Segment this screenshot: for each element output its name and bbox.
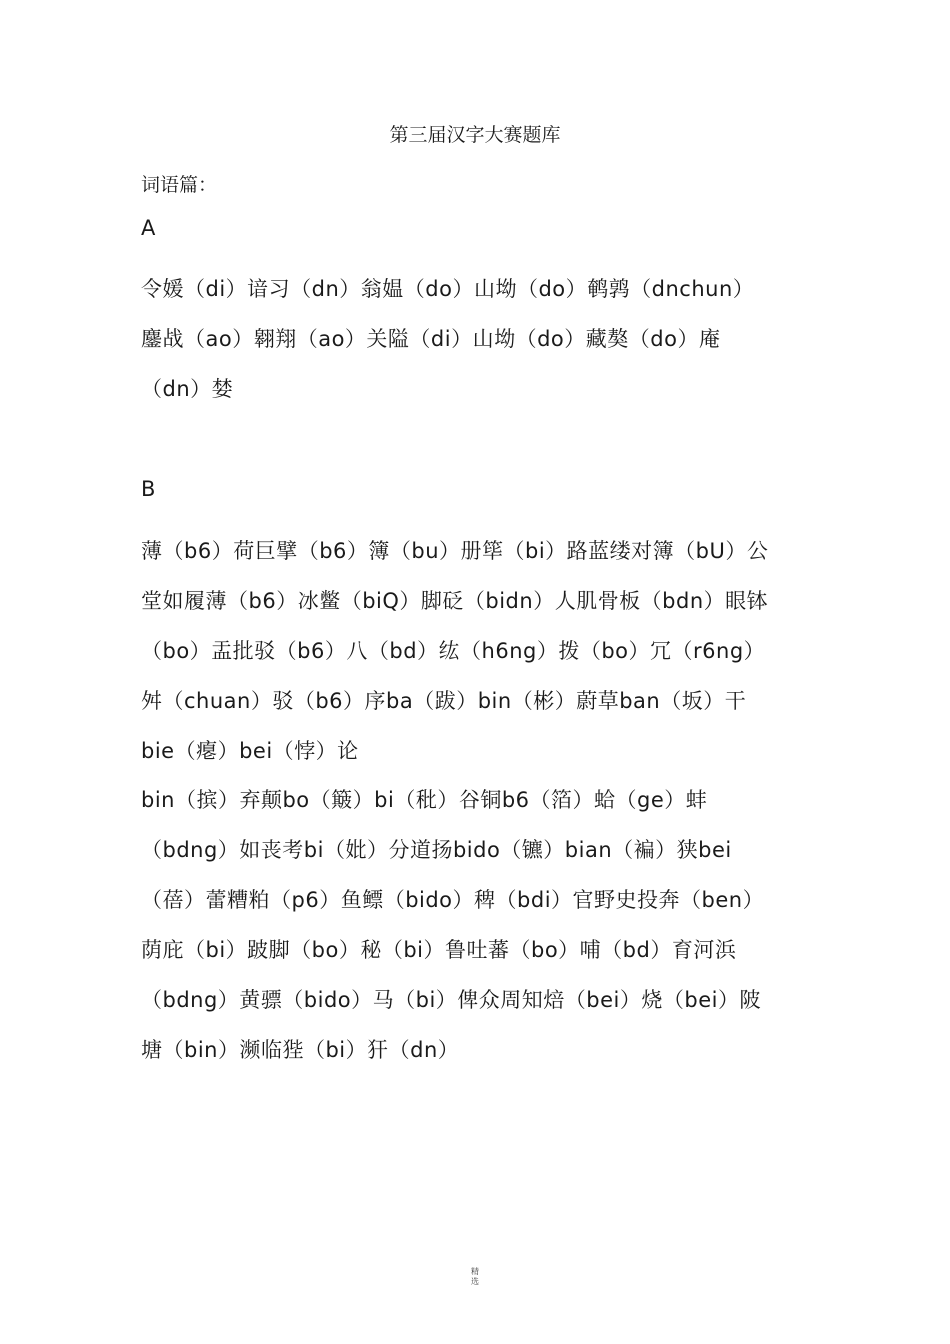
text-line: 荫庇（bi）跛脚（bo）秘（bi）鲁吐蕃（bo）哺（bd）育河浜 xyxy=(141,938,737,962)
text-line: （bdng）如丧考bi（妣）分道扬bido（镳）bian（褊）狭bei xyxy=(141,838,732,862)
text-line: （bdng）黄骠（bido）马（bi）俾众周知焙（bei）烧（bei）陂 xyxy=(141,988,761,1012)
text-line: （dn）婪 xyxy=(141,377,234,401)
text-line: 令媛（di）谙习（dn）翁媪（do）山坳（do）鹌鹑（dnchun） xyxy=(141,277,755,301)
section-heading: 词语篇： xyxy=(141,174,218,196)
page-title: 第三届汉字大赛题库 xyxy=(389,124,561,146)
text-line: 堂如履薄（b6）冰鳖（biQ）脚砭（bidn）人肌骨板（bdn）眼钵 xyxy=(141,589,769,613)
text-line: bie（瘪）bei（悖）论 xyxy=(141,739,359,763)
text-line: bin（摈）弃颠bo（簸）bi（秕）谷铜b6（箔）蛤（ge）蚌 xyxy=(141,788,708,812)
text-line: （bo）盂批驳（b6）八（bd）纮（h6ng）拨（bo）冗（r6ng） xyxy=(141,639,766,663)
text-line: 塘（bin）濒临狴（bi）犴（dn） xyxy=(141,1038,460,1062)
page-footer xyxy=(0,1267,950,1287)
footer-char: 选 xyxy=(471,1277,479,1286)
paragraph-b-1 xyxy=(141,526,811,776)
paragraph-a xyxy=(141,264,811,414)
letter-heading-b: B xyxy=(141,477,156,501)
paragraph-b-2 xyxy=(141,775,811,1075)
text-line: （蓓）蕾糟粕（p6）鱼鳔（bido）稗（bdi）官野史投奔（ben） xyxy=(141,888,765,912)
text-line: 薄（b6）荷巨擘（b6）簿（bu）册筚（bi）路蓝缕对簿（bU）公 xyxy=(141,539,769,563)
text-line: 鏖战（ao）翱翔（ao）关隘（di）山坳（do）藏獒（do）庵 xyxy=(141,327,721,351)
letter-heading-a: A xyxy=(141,216,156,240)
footer-char: 精 xyxy=(471,1267,479,1276)
text-line: 舛（chuan）驳（b6）序ba（跋）bin（彬）蔚草ban（坂）干 xyxy=(141,689,747,713)
